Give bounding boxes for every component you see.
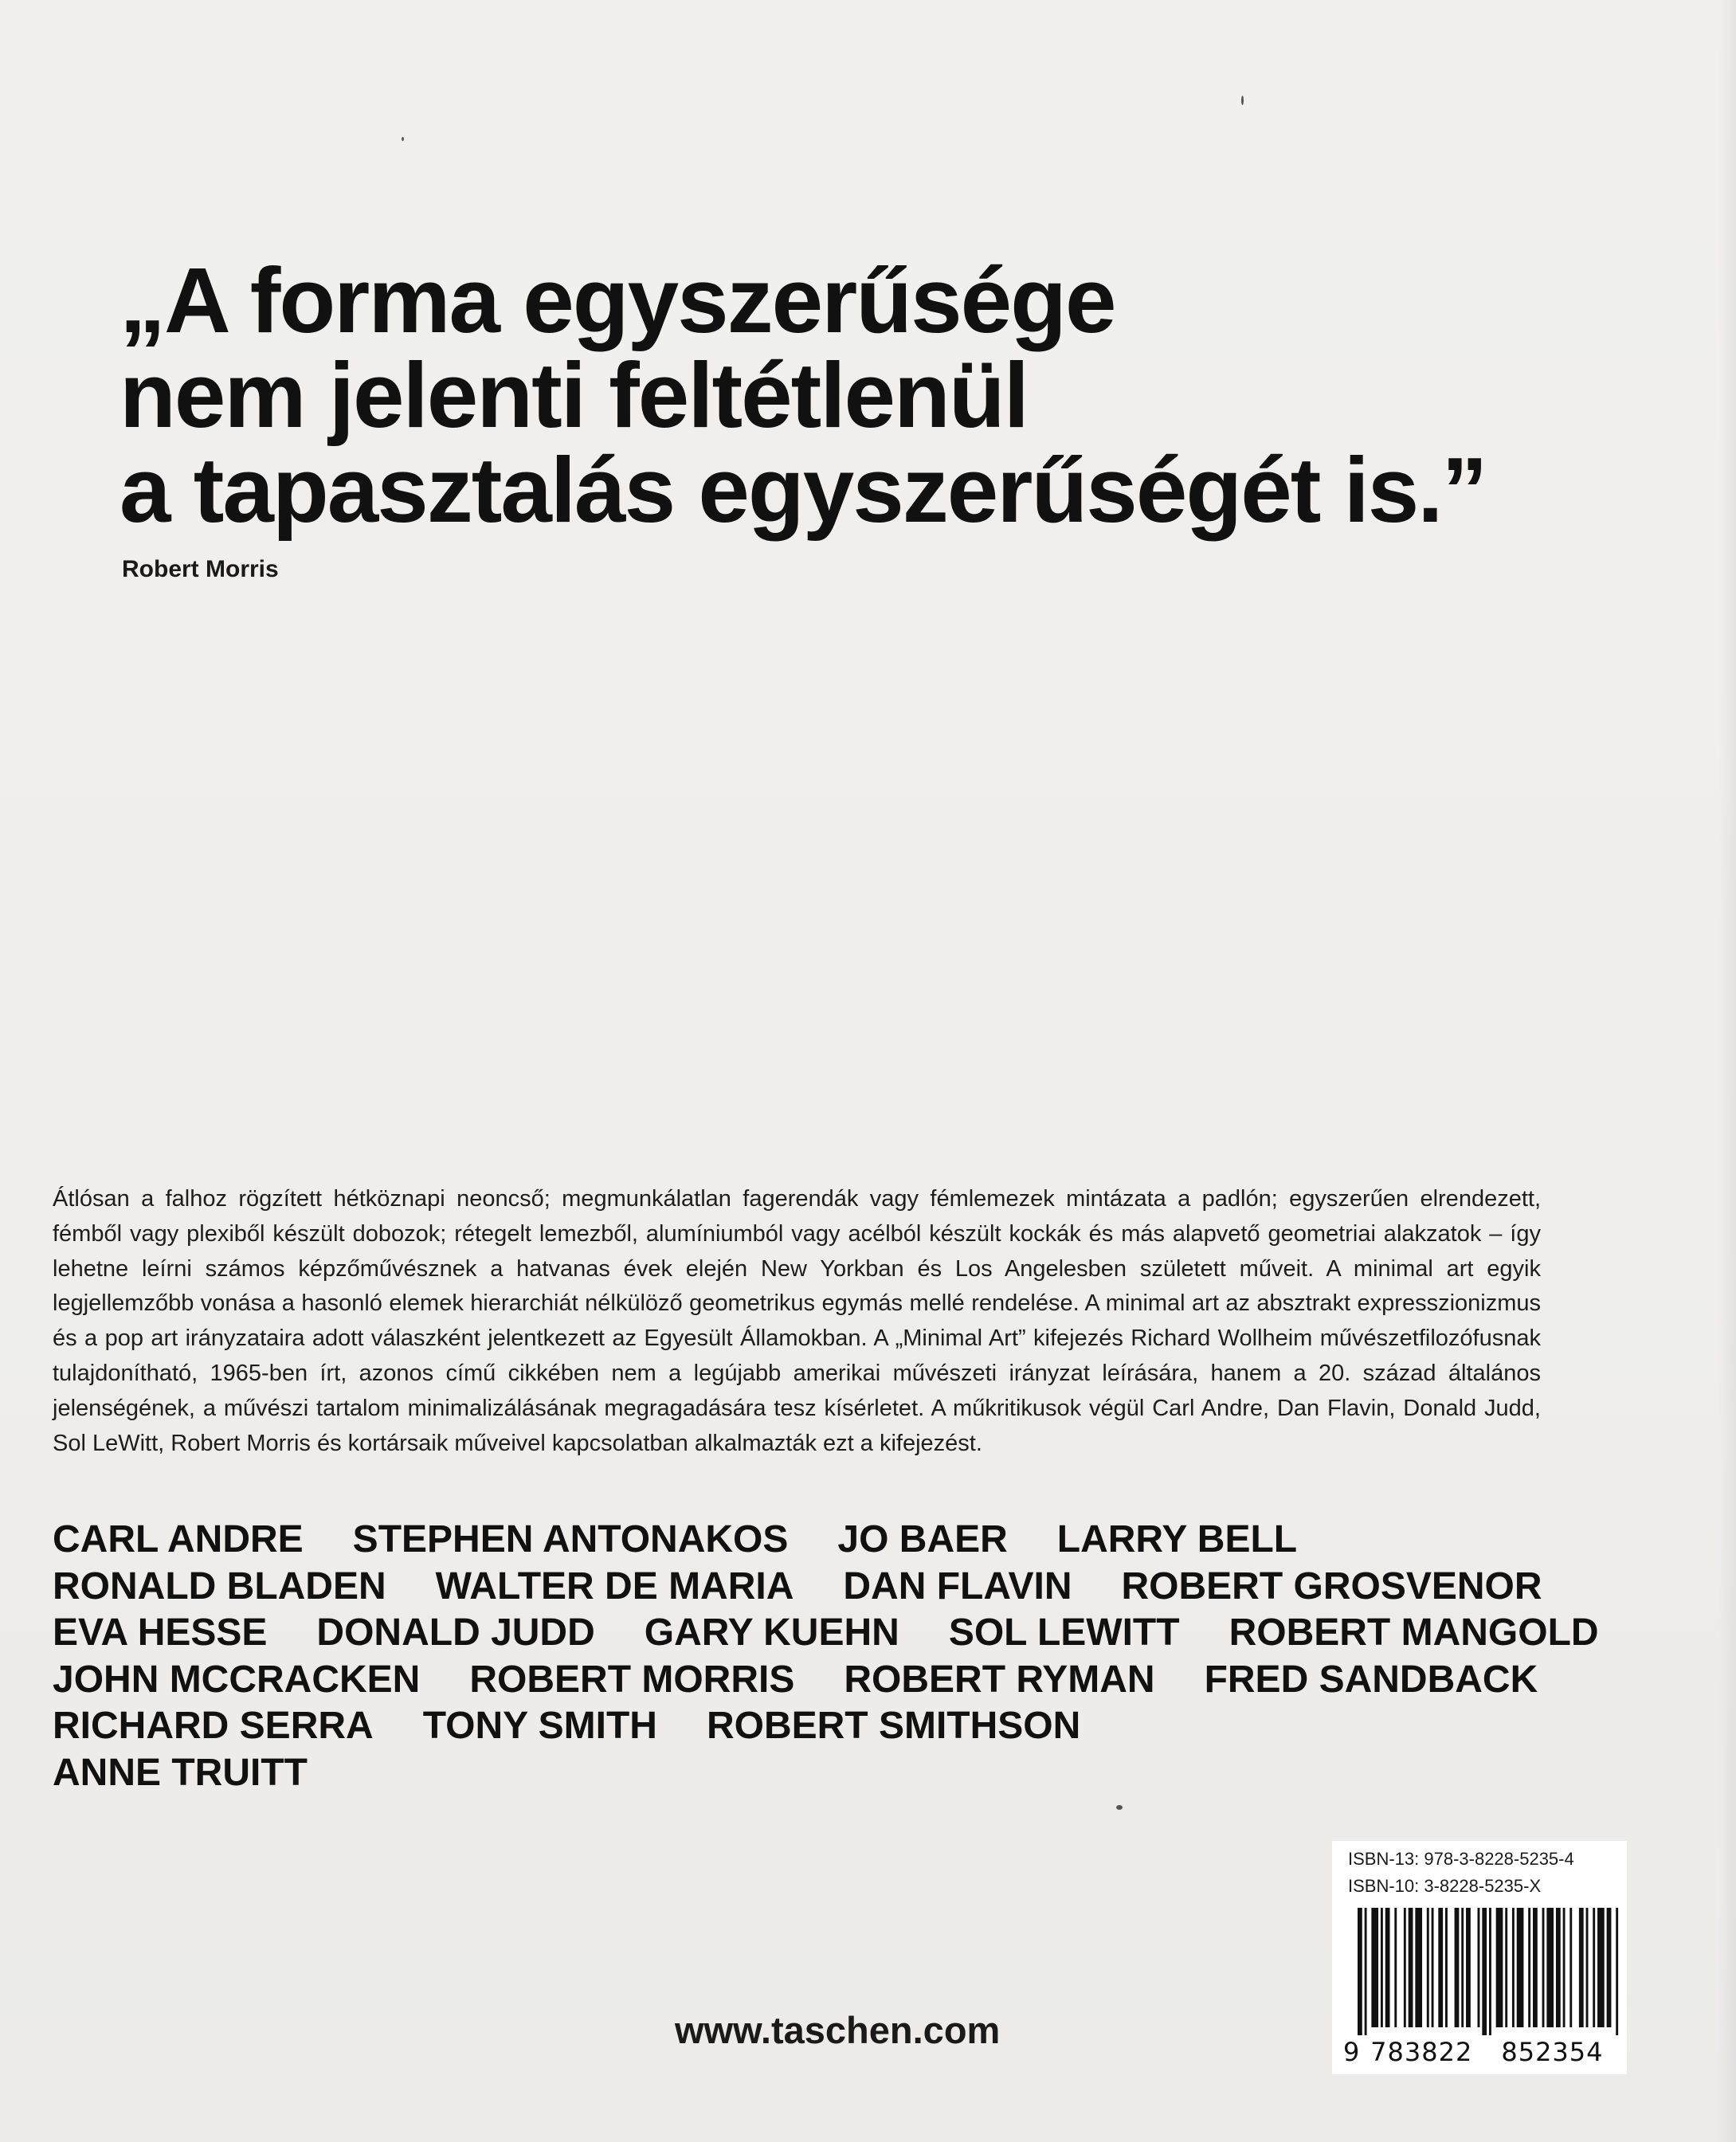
barcode-bar: [1546, 1908, 1554, 2027]
artist-name: GARY KUEHN: [644, 1611, 899, 1654]
barcode-digits: [1343, 2037, 1622, 2067]
barcode-bar: [1505, 1908, 1507, 2027]
quote-line: „A forma egyszerűsége: [120, 249, 1115, 352]
paper-speck: [402, 137, 404, 141]
barcode-left-digits: 783822: [1370, 2037, 1473, 2067]
artist-name: ANNE TRUITT: [53, 1751, 308, 1794]
barcode-bar: [1517, 1908, 1524, 2027]
artist-name: LARRY BELL: [1056, 1518, 1298, 1560]
artist-name: DAN FLAVIN: [843, 1564, 1072, 1607]
barcode-graphic: [1358, 1908, 1620, 2035]
barcode-bar: [1409, 1908, 1413, 2027]
barcode-bar: [1455, 1908, 1460, 2027]
quote-line: nem jelenti feltétlenül: [120, 343, 1028, 447]
edge-shadow: [1718, 0, 1736, 2142]
artist-name: DONALD JUDD: [316, 1611, 595, 1654]
artist-name: EVA HESSE: [53, 1611, 268, 1654]
artist-name: TONY SMITH: [422, 1705, 657, 1747]
quote-line: a tapasztalás egyszerűségét is.”: [120, 438, 1487, 542]
barcode-bar: [1365, 1908, 1367, 2035]
barcode-bar: [1478, 1908, 1480, 2027]
cover-quote: [120, 249, 1633, 542]
barcode-bar: [1415, 1908, 1422, 2027]
artist-row: [53, 1564, 1686, 1611]
barcode-right-digits: 852354: [1501, 2037, 1604, 2067]
artist-row: [53, 1657, 1686, 1704]
barcode-bar: [1385, 1908, 1390, 2027]
isbn-10: ISBN-10: 3-8228-5235-X: [1348, 1876, 1542, 1896]
artist-name: ROBERT GROSVENOR: [1121, 1564, 1542, 1607]
artist-name: RONALD BLADEN: [53, 1564, 386, 1607]
artist-name: ROBERT MORRIS: [469, 1658, 795, 1701]
barcode-bar: [1496, 1908, 1503, 2027]
barcode-bar: [1404, 1908, 1406, 2027]
quote-attribution: Robert Morris: [122, 556, 279, 582]
barcode-bar: [1542, 1908, 1545, 2027]
artist-name: ROBERT RYMAN: [844, 1658, 1155, 1701]
barcode-bar: [1556, 1908, 1561, 2027]
artist-name: WALTER DE MARIA: [435, 1564, 794, 1607]
publisher-website[interactable]: www.taschen.com: [675, 2009, 1001, 2051]
barcode-bar: [1381, 1908, 1383, 2027]
artist-name: RICHARD SERRA: [53, 1705, 374, 1747]
barcode-bar: [1512, 1908, 1515, 2027]
barcode-bar: [1533, 1908, 1538, 2027]
barcode-bar: [1528, 1908, 1530, 2027]
barcode-bar: [1432, 1908, 1434, 2027]
artist-name: FRED SANDBACK: [1204, 1658, 1538, 1701]
barcode-bar: [1358, 1908, 1362, 2035]
barcode-bar: [1563, 1908, 1566, 2027]
isbn-label: [1332, 1841, 1627, 2074]
barcode-bar: [1586, 1908, 1589, 2027]
barcode-bar: [1371, 1908, 1378, 2027]
artist-name: STEPHEN ANTONAKOS: [352, 1518, 789, 1560]
paper-speck: [1116, 1805, 1123, 1810]
barcode-bar: [1461, 1908, 1464, 2027]
artist-row: [53, 1703, 1686, 1750]
artist-name: SOL LEWITT: [948, 1611, 1180, 1654]
artist-name: ROBERT SMITHSON: [706, 1705, 1081, 1747]
barcode-bar: [1445, 1908, 1448, 2027]
barcode-lead-digit: 9: [1343, 2037, 1360, 2067]
description-paragraph: Átlósan a falhoz rögzített hétköznapi neoncső; megmunkálatlan fagerendák vagy fémlemezek mintázata a padlón; egyszerűen elrendezett, fémből vagy plexiből készült dobozok; rétegelt lemezből, alumíniumból vagy acélból készült kockák és más alapvető geometriai alakzatok – így lehetne leírni számos képzőművésznek a hatvanas évek elején New Yorkban és Los Angelesben született műveit. A minimal art egyik legjellemzőbb vonása a hasonló elemek hierarchiát nélkülöző geometrikus egymás mellé rendelése. A minimal art az absztrakt expresszionizmus és a pop art irányzataira adott válaszként jelentkezett az Egyesült Államokban. A „Minimal Art” kifejezés Richard Wollheim művészetfilozófusnak tulajdonítható, 1965-ben írt, azonos című cikkében nem a legújabb amerikai művészeti irányzat leírására, hanem a 20. század általános jelenségének, a művészi tartalom minimalizálásának megragadására tesz kísérletet. A műkritikusok végül Carl Andre, Dan Flavin, Donald Judd, Sol LeWitt, Robert Morris és kortársaik műveivel kapcsolatban alkalmazták ezt a kifejezést.: [53, 1186, 1541, 1456]
barcode-bar: [1482, 1908, 1487, 2035]
artist-row: [53, 1517, 1686, 1564]
barcode-bar: [1593, 1908, 1595, 2027]
artist-name: ROBERT MANGOLD: [1229, 1611, 1599, 1654]
barcode-bar: [1427, 1908, 1429, 2027]
artist-row: [53, 1610, 1686, 1657]
artist-name: JOHN MCCRACKEN: [53, 1658, 421, 1701]
artist-list: [53, 1517, 1686, 1796]
barcode-bar: [1438, 1908, 1443, 2027]
barcode-bar: [1579, 1908, 1584, 2027]
artist-name: JO BAER: [837, 1518, 1008, 1560]
artist-name: CARL ANDRE: [53, 1518, 304, 1560]
barcode-bar: [1466, 1908, 1471, 2027]
artist-row: [53, 1750, 1686, 1797]
barcode-bar: [1394, 1908, 1397, 2027]
barcode-bar: [1616, 1908, 1618, 2035]
barcode-bar: [1489, 1908, 1491, 2035]
barcode-bar: [1607, 1908, 1612, 2027]
paper-speck: [1241, 96, 1244, 105]
barcode-bar: [1597, 1908, 1605, 2027]
barcode-bar: [1569, 1908, 1572, 2027]
isbn-13: ISBN-13: 978-3-8228-5235-4: [1348, 1849, 1574, 1869]
